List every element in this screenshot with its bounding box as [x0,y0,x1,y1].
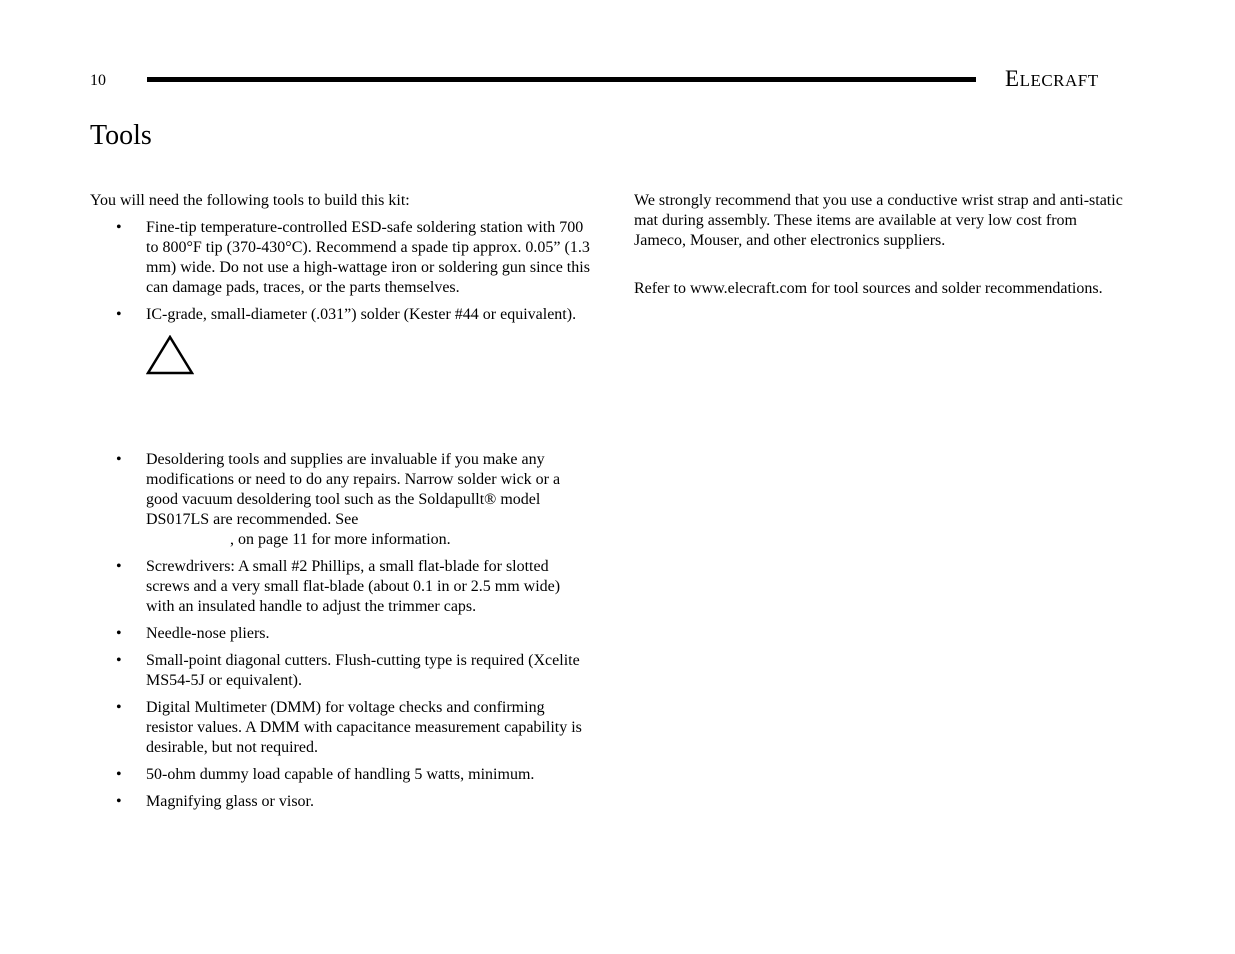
esd-recommendation-text: We strongly recommend that you use a conductive wrist strap and anti-static mat during assembly. These items are available at very low cost from Jameco, Mouser, and other electronics suppliers. [634,192,1123,249]
list-item-text: Fine-tip temperature-controlled ESD-safe soldering station with 700 to 800°F tip (370-430°C). Recommend a spade tip approx. 0.05” (1.3 mm) wide. Do not use a high-wattage iron or soldering gun since this can damage pads, traces, or the parts themselves. [146,219,590,296]
bullet: • [116,652,122,669]
tools-list-top [90,218,590,325]
list-item-text: Screwdrivers: A small #2 Phillips, a small flat-blade for slotted screws and a very small flat-blade (about 0.1 in or 2.5 mm wide) with an insulated handle to adjust the trimmer caps. [146,558,561,615]
list-item [90,450,590,550]
desolder-reference: , on page 11 for more information. [230,531,451,548]
bullet: • [116,625,122,642]
list-item [90,651,590,691]
list-item [90,305,590,325]
list-item [90,765,590,785]
bullet: • [116,451,122,468]
brand-name [1005,66,1099,92]
bullet: • [116,699,122,716]
brand-rest: LECRAFT [1019,71,1099,90]
list-item-text: Magnifying glass or visor. [146,793,314,810]
list-item [90,218,590,298]
list-item [90,698,590,758]
bullet: • [116,558,122,575]
caution-block [90,332,590,450]
warning-triangle-icon [146,335,194,375]
list-item-text: 50-ohm dummy load capable of handling 5 watts, minimum. [146,766,535,783]
bullet: • [116,306,122,323]
intro-text: You will need the following tools to build this kit: [90,192,410,209]
bullet: • [116,766,122,783]
list-item-text: Needle-nose pliers. [146,625,270,642]
left-column [90,191,590,819]
page-number: 10 [90,72,106,89]
bullet: • [116,219,122,236]
bullet: • [116,793,122,810]
paragraph-gap [634,251,1124,279]
list-item-text: Digital Multimeter (DMM) for voltage checks and confirming resistor values. A DMM with capacitance measurement capability is desirable, but not required. [146,699,582,756]
right-column [634,191,1124,299]
list-item-text: Desoldering tools and supplies are invaluable if you make any modifications or need to do any repairs. Narrow solder wick or a good vacuum desoldering tool such as the Soldapullt® model DS017LS are recommended. See [146,451,561,528]
page-title: Tools [90,120,152,151]
list-item [90,557,590,617]
list-item [90,792,590,812]
header-rule [147,77,976,82]
list-item-text: IC-grade, small-diameter (.031”) solder (Kester #44 or equivalent). [146,306,577,323]
brand-initial: E [1005,66,1020,91]
tools-list-bottom [90,450,590,812]
list-item [90,624,590,644]
tool-sources-text: Refer to www.elecraft.com for tool sources and solder recommendations. [634,280,1103,297]
list-item-text: Small-point diagonal cutters. Flush-cutting type is required (Xcelite MS54-5J or equivalent). [146,652,580,689]
